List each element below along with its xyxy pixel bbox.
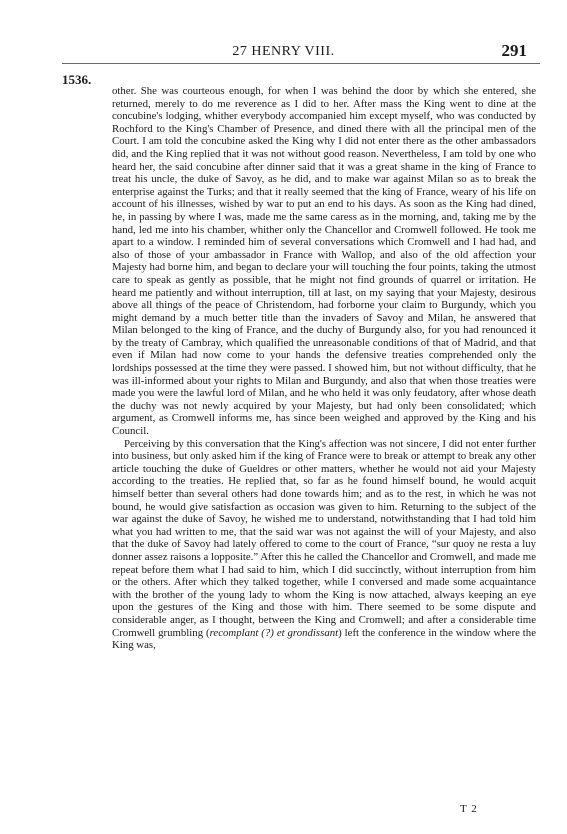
running-head: 27 HENRY VIII. (232, 44, 335, 59)
page-number: 291 (501, 41, 527, 60)
signature-mark: T 2 (460, 803, 478, 815)
paragraph-2-italic-phrase: recomplant (?) et grondissant (209, 626, 339, 639)
paragraph-2-text-start: Perceiving by this conversation that the King's affection was not sincere, I did not enter further into business, but only asked him if the king of France were to break or attempt to break any other article touching the duke of Gueldres or other matters, whether he would not aid your Majesty according to the treaties. He replied that, so far as he found himself bound, he would acquit himself better than several others had done towards him; and as to the rest, in which he was not bound, he would give satisfaction as occasion was given to him. Returning to the subject of the war against the duke of Savoy, he wished me to understand, notwithstanding that I had told him what you had written to me, that the said war was not against the will of your Majesty, and also that the duke of Savoy had lately offered to come to the court of France, “sur quoy ne resta a luy donner assez raisons a lopposite.” After this he called the Chancellor and Cromwell, and made me repeat before them what I had said to him, which I did succinctly, without interruption from him or the others. After which they talked together, while I conversed and made some acquaintance with the brother of the young lady to whom the King is now attached, always keeping an eye upon the gestures of the King and those with him. There seemed to be some dispute and considerable anger, as I thought, between the King and Cromwell; and after a considerable time Cromwell grumbling ( (112, 437, 536, 639)
header-rule (62, 63, 540, 64)
margin-year: 1536. (62, 72, 92, 87)
paragraph-1: other. She was courteous enough, for when I was behind the door by which she entered, she returned, merely to do me reverence as I did to her. After mass the King went to dine at the concubine's lodging, whither everybody accompanied him except myself, who was conducted by Rochford to the King's Chamber of Presence, and dined there with all the principal men of the Court. I am told the concubine asked the King why I did not enter there as the other ambassadors did, and the King replied that it was not without good reason. Nevertheless, I am told by one who heard her, the said concubine after dinner said that it was a great shame in the king of France to treat his uncle, the duke of Savoy, as he did, and to make war against Milan so as to break the enterprise against the Turks; and that it really seemed that the king of France, weary of his life on account of his illnesses, wished by war to put an end to his days. As soon as the King had dined, he, in passing by where I was, made me the same caress as in the morning, and, taking me by the hand, led me into his chamber, whither only the Chancellor and Cromwell followed. He took me apart to a window. I reminded him of several conversations which Cromwell and I had had, and also of those of your ambassador in France with Wallop, and also of the old affection your Majesty had borne him, and began to declare your will touching the four points, taking the utmost care to speak as gently as possible, that he might not find grounds of quarrel or irritation. He heard me patiently and without interruption, till at last, on my saying that your Majesty, desirous above all things of the peace of Christendom, had forborne your claim to Burgundy, which you might demand by a much better title than the invaders of Savoy and Milan, he answered that Milan belonged to the king of France, and the duchy of Burgundy also, for you had renounced it by the treaty of Cambray, which qualified the unreasonable conditions of that of Madrid, and that even if Milan had now come to your hands the defensive treaties comprehended only the lordships possessed at the time they were passed. I showed him, but not without difficulty, that he was ill-informed about your rights to Milan and Burgundy, and also that when those treaties were made you were the lawful lord of Milan, and he who held it was only feudatory, after whose death the duchy was not newly acquired by your Majesty, but had only been consolidated; which argument, as Cromwell informs me, has since been weighed and approved by the King and his Council. (112, 85, 536, 438)
paragraph-2-text-end: ) left the conference in the window where the King was, (112, 626, 536, 652)
paragraph-2 (112, 438, 536, 652)
body-text (112, 85, 536, 652)
library-stamp-watermark (64, 380, 86, 480)
